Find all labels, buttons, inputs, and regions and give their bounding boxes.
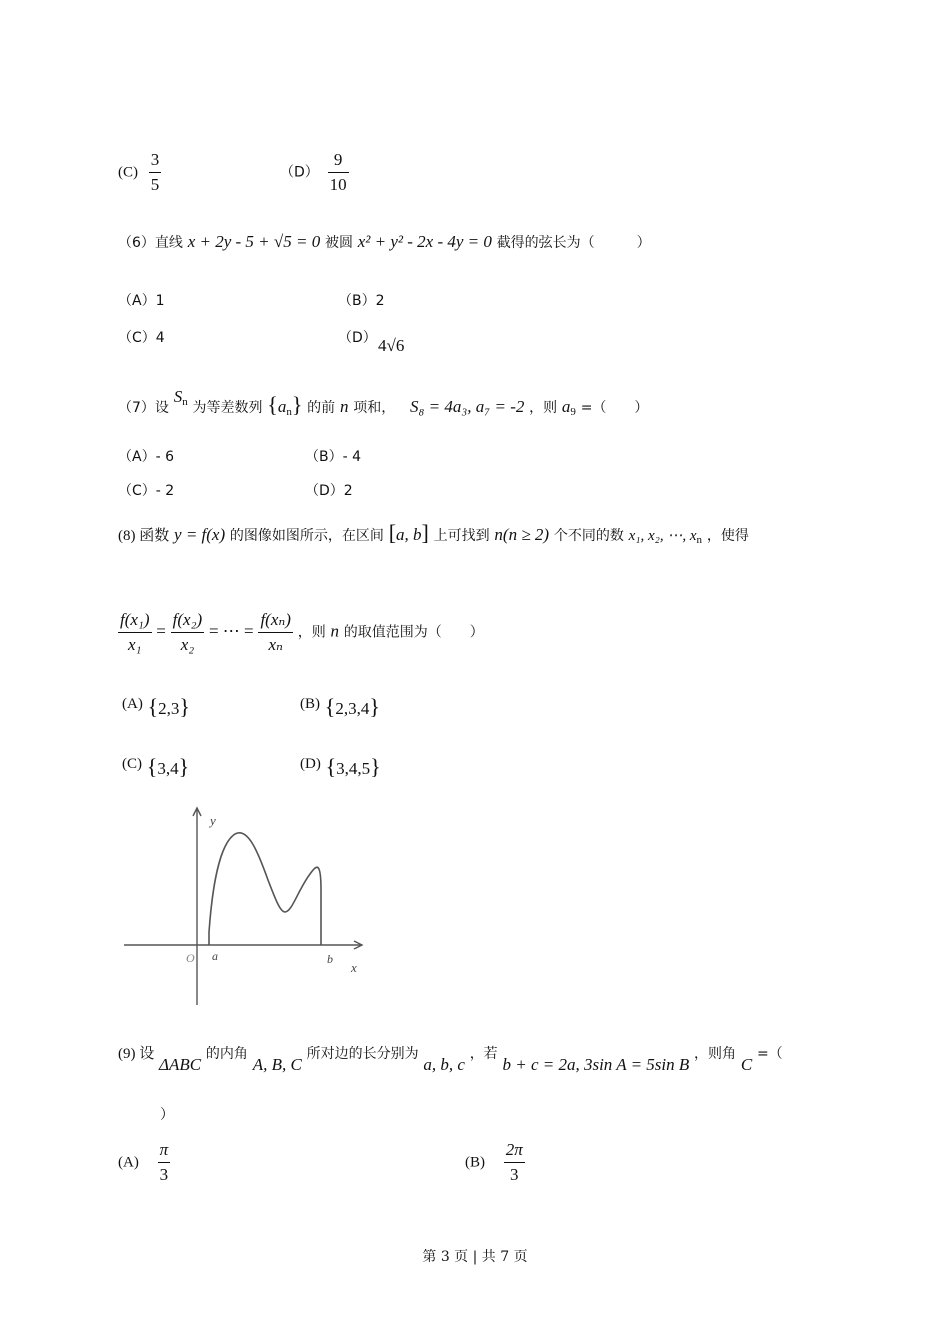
q8-option-b-brace-right: }: [369, 694, 380, 719]
q7-a9: [562, 397, 576, 416]
q5-option-c: [118, 150, 161, 195]
q7-option-b: （B）- 4: [305, 449, 362, 465]
q8-stem-line-1: [118, 520, 749, 546]
q8-xs-subscript: n: [696, 534, 703, 546]
q8-option-d-value: 3,4,5: [336, 759, 371, 778]
q9-text-4: ，则角: [694, 1046, 737, 1062]
q8-text-4: ，使得: [706, 528, 749, 544]
q7-a9-subscript: 9: [570, 406, 576, 418]
q7-n: n: [339, 397, 349, 416]
q8-option-a: [122, 694, 190, 720]
q7-text-4: ，则: [529, 400, 558, 416]
q7-option-d: （D）2: [305, 483, 353, 499]
q5-option-d-fraction: [328, 150, 349, 195]
q9-condition: b + c = 2a, 3sin A = 5sin B: [502, 1055, 690, 1074]
q8-fraction-1-denominator: x₁: [128, 635, 142, 654]
q8-option-d: [300, 754, 381, 780]
q7-prefix: （7）设: [118, 400, 169, 416]
q9-text-3: ，若: [469, 1046, 498, 1062]
q9-prefix: (9) 设: [118, 1046, 155, 1062]
q8-prefix: (8) 函数: [118, 528, 170, 544]
q8-equals: =: [156, 621, 166, 641]
q5-option-d-denominator: 10: [329, 175, 347, 194]
q7-sn-subscript: n: [182, 396, 188, 408]
q8-option-b-brace-left: {: [324, 694, 336, 719]
q8-graph-x-label: x: [351, 960, 357, 975]
q9-text-5: =（: [756, 1046, 783, 1062]
q9-option-b-denominator: 3: [510, 1165, 519, 1184]
q8-option-a-brace-right: }: [179, 694, 190, 719]
q9-option-a-label: (A): [118, 1154, 139, 1171]
q8-fraction-1-numerator: f(x₁): [118, 610, 152, 633]
q8-graph-y-label: y: [210, 813, 216, 828]
q5-option-c-numerator: 3: [149, 150, 162, 173]
q9-option-b-numerator: 2π: [504, 1140, 525, 1163]
q8-option-d-label: (D): [300, 756, 321, 772]
q9-option-a-numerator: π: [158, 1140, 171, 1163]
q8-fraction-2: [171, 610, 205, 655]
q9-stem-line-1: [118, 1042, 783, 1074]
q9-sides: a, b, c: [423, 1055, 465, 1074]
q6-suffix: 截得的弦长为（ ）: [496, 235, 651, 251]
q6-circle-equation: x² + y² - 2x - 4y = 0: [357, 232, 492, 251]
q6-line-equation: x + 2y - 5 + √5 = 0: [187, 232, 321, 251]
q7-condition: S₈ = 4a₃, a₇ = -2: [410, 397, 525, 416]
q5-option-d: [280, 150, 349, 195]
q7-option-a: （A）- 6: [118, 449, 174, 465]
q8-option-b: [300, 694, 380, 720]
q8-fraction-n: [258, 610, 292, 655]
q6-mid-text: 被圆: [324, 235, 353, 251]
q7-option-c: （C）- 2: [118, 483, 175, 499]
q7-brace-right: }: [291, 392, 303, 417]
q5-option-d-numerator: 9: [328, 150, 349, 173]
q7-an-subscript: n: [286, 406, 292, 418]
q6-option-d-label: （D）: [338, 330, 377, 346]
q7-an-symbol: a: [277, 397, 287, 416]
q7-brace-left: {: [267, 392, 278, 417]
q6-option-d: [338, 327, 377, 347]
q6-option-b: （B）2: [338, 293, 385, 309]
q9-text-2: 所对边的长分别为: [306, 1046, 419, 1062]
q8-stem-line-2: [118, 610, 484, 655]
q8-option-c: [122, 754, 189, 780]
q8-option-a-brace-left: {: [147, 694, 159, 719]
q5-option-d-label: （D）: [280, 164, 319, 181]
q8-option-d-brace-right: }: [370, 754, 381, 779]
q5-option-c-denominator: 5: [150, 175, 160, 194]
q8-interval: a, b: [396, 525, 422, 544]
q9-angles: A, B, C: [252, 1055, 302, 1074]
q8-graph-origin-label: O: [186, 951, 195, 965]
q9-triangle: ΔABC: [159, 1055, 202, 1074]
q8-option-b-label: (B): [300, 696, 320, 712]
q8-fraction-2-numerator: f(x₂): [171, 610, 205, 633]
q8-fraction-1: [118, 610, 152, 655]
q8-option-c-brace-right: }: [178, 754, 190, 779]
q8-text-1: 的图像如图所示，在区间: [229, 528, 384, 544]
q9-option-b-fraction: [504, 1140, 525, 1185]
q8-graph-a-label: a: [212, 949, 218, 963]
q8-graph-b-label: b: [327, 952, 333, 966]
q8-option-a-value: 2,3: [158, 699, 180, 718]
q7-an: [278, 397, 292, 416]
q9-option-a-denominator: 3: [159, 1165, 169, 1184]
q7-stem: [118, 387, 649, 418]
q8-fraction-2-denominator: x₂: [180, 635, 195, 654]
q7-text-3: 项和，: [353, 400, 396, 416]
page-footer: 第 3 页 | 共 7 页: [422, 1249, 528, 1265]
q8-count: n(n ≥ 2): [494, 525, 550, 544]
q8-option-d-brace-left: {: [325, 754, 337, 779]
q9-option-b-label: (B): [465, 1154, 485, 1171]
q7-text-2: 的前: [307, 400, 336, 416]
q9-option-a-fraction: [158, 1140, 171, 1185]
q9-angle-c: C: [740, 1055, 753, 1074]
q6-prefix: （6）直线: [118, 235, 183, 251]
q6-stem: [118, 232, 651, 252]
q7-text-5: =（ ）: [580, 400, 649, 416]
q9-option-a: [118, 1140, 170, 1185]
q8-option-c-value: 3,4: [157, 759, 179, 778]
q7-text-1: 为等差数列: [192, 400, 263, 416]
q7-sn-symbol: S: [173, 387, 183, 406]
q9-text-1: 的内角: [205, 1046, 248, 1062]
q6-option-d-value: 4√6: [378, 336, 405, 355]
q8-dots: = ⋯ =: [208, 621, 254, 641]
q8-option-c-label: (C): [122, 756, 142, 772]
q8-n: n: [330, 621, 339, 641]
q8-option-b-value: 2,3,4: [335, 699, 370, 718]
q5-option-c-fraction: [149, 150, 162, 195]
q8-function: y = f(x): [174, 525, 226, 544]
q8-option-c-brace-left: {: [146, 754, 158, 779]
q8-text-5: ，则: [297, 624, 326, 641]
q7-sn: [174, 387, 188, 406]
q8-text-2: 上可找到: [433, 528, 490, 544]
q8-bracket-right: ]: [421, 520, 429, 545]
q8-graph-background: [120, 800, 370, 1010]
q8-option-a-label: (A): [122, 696, 143, 712]
q8-fraction-n-denominator: xₙ: [268, 635, 283, 654]
q9-close-paren: ）: [160, 1107, 174, 1123]
q6-option-a: （A）1: [118, 293, 165, 309]
q7-a9-symbol: a: [561, 397, 571, 416]
q8-fraction-n-numerator: f(xₙ): [258, 610, 292, 633]
q9-option-b: [465, 1140, 525, 1185]
q8-text-6: 的取值范围为（ ）: [343, 624, 484, 641]
q8-xs-list: x₁, x₂, ⋯, x: [628, 528, 697, 544]
q8-bracket-left: [: [388, 520, 397, 545]
q8-function-graph: [120, 800, 370, 1010]
q5-option-c-label: (C): [118, 164, 138, 181]
q8-text-3: 个不同的数: [553, 528, 624, 544]
q8-xs: [629, 528, 702, 544]
q6-option-c: （C）4: [118, 330, 165, 346]
